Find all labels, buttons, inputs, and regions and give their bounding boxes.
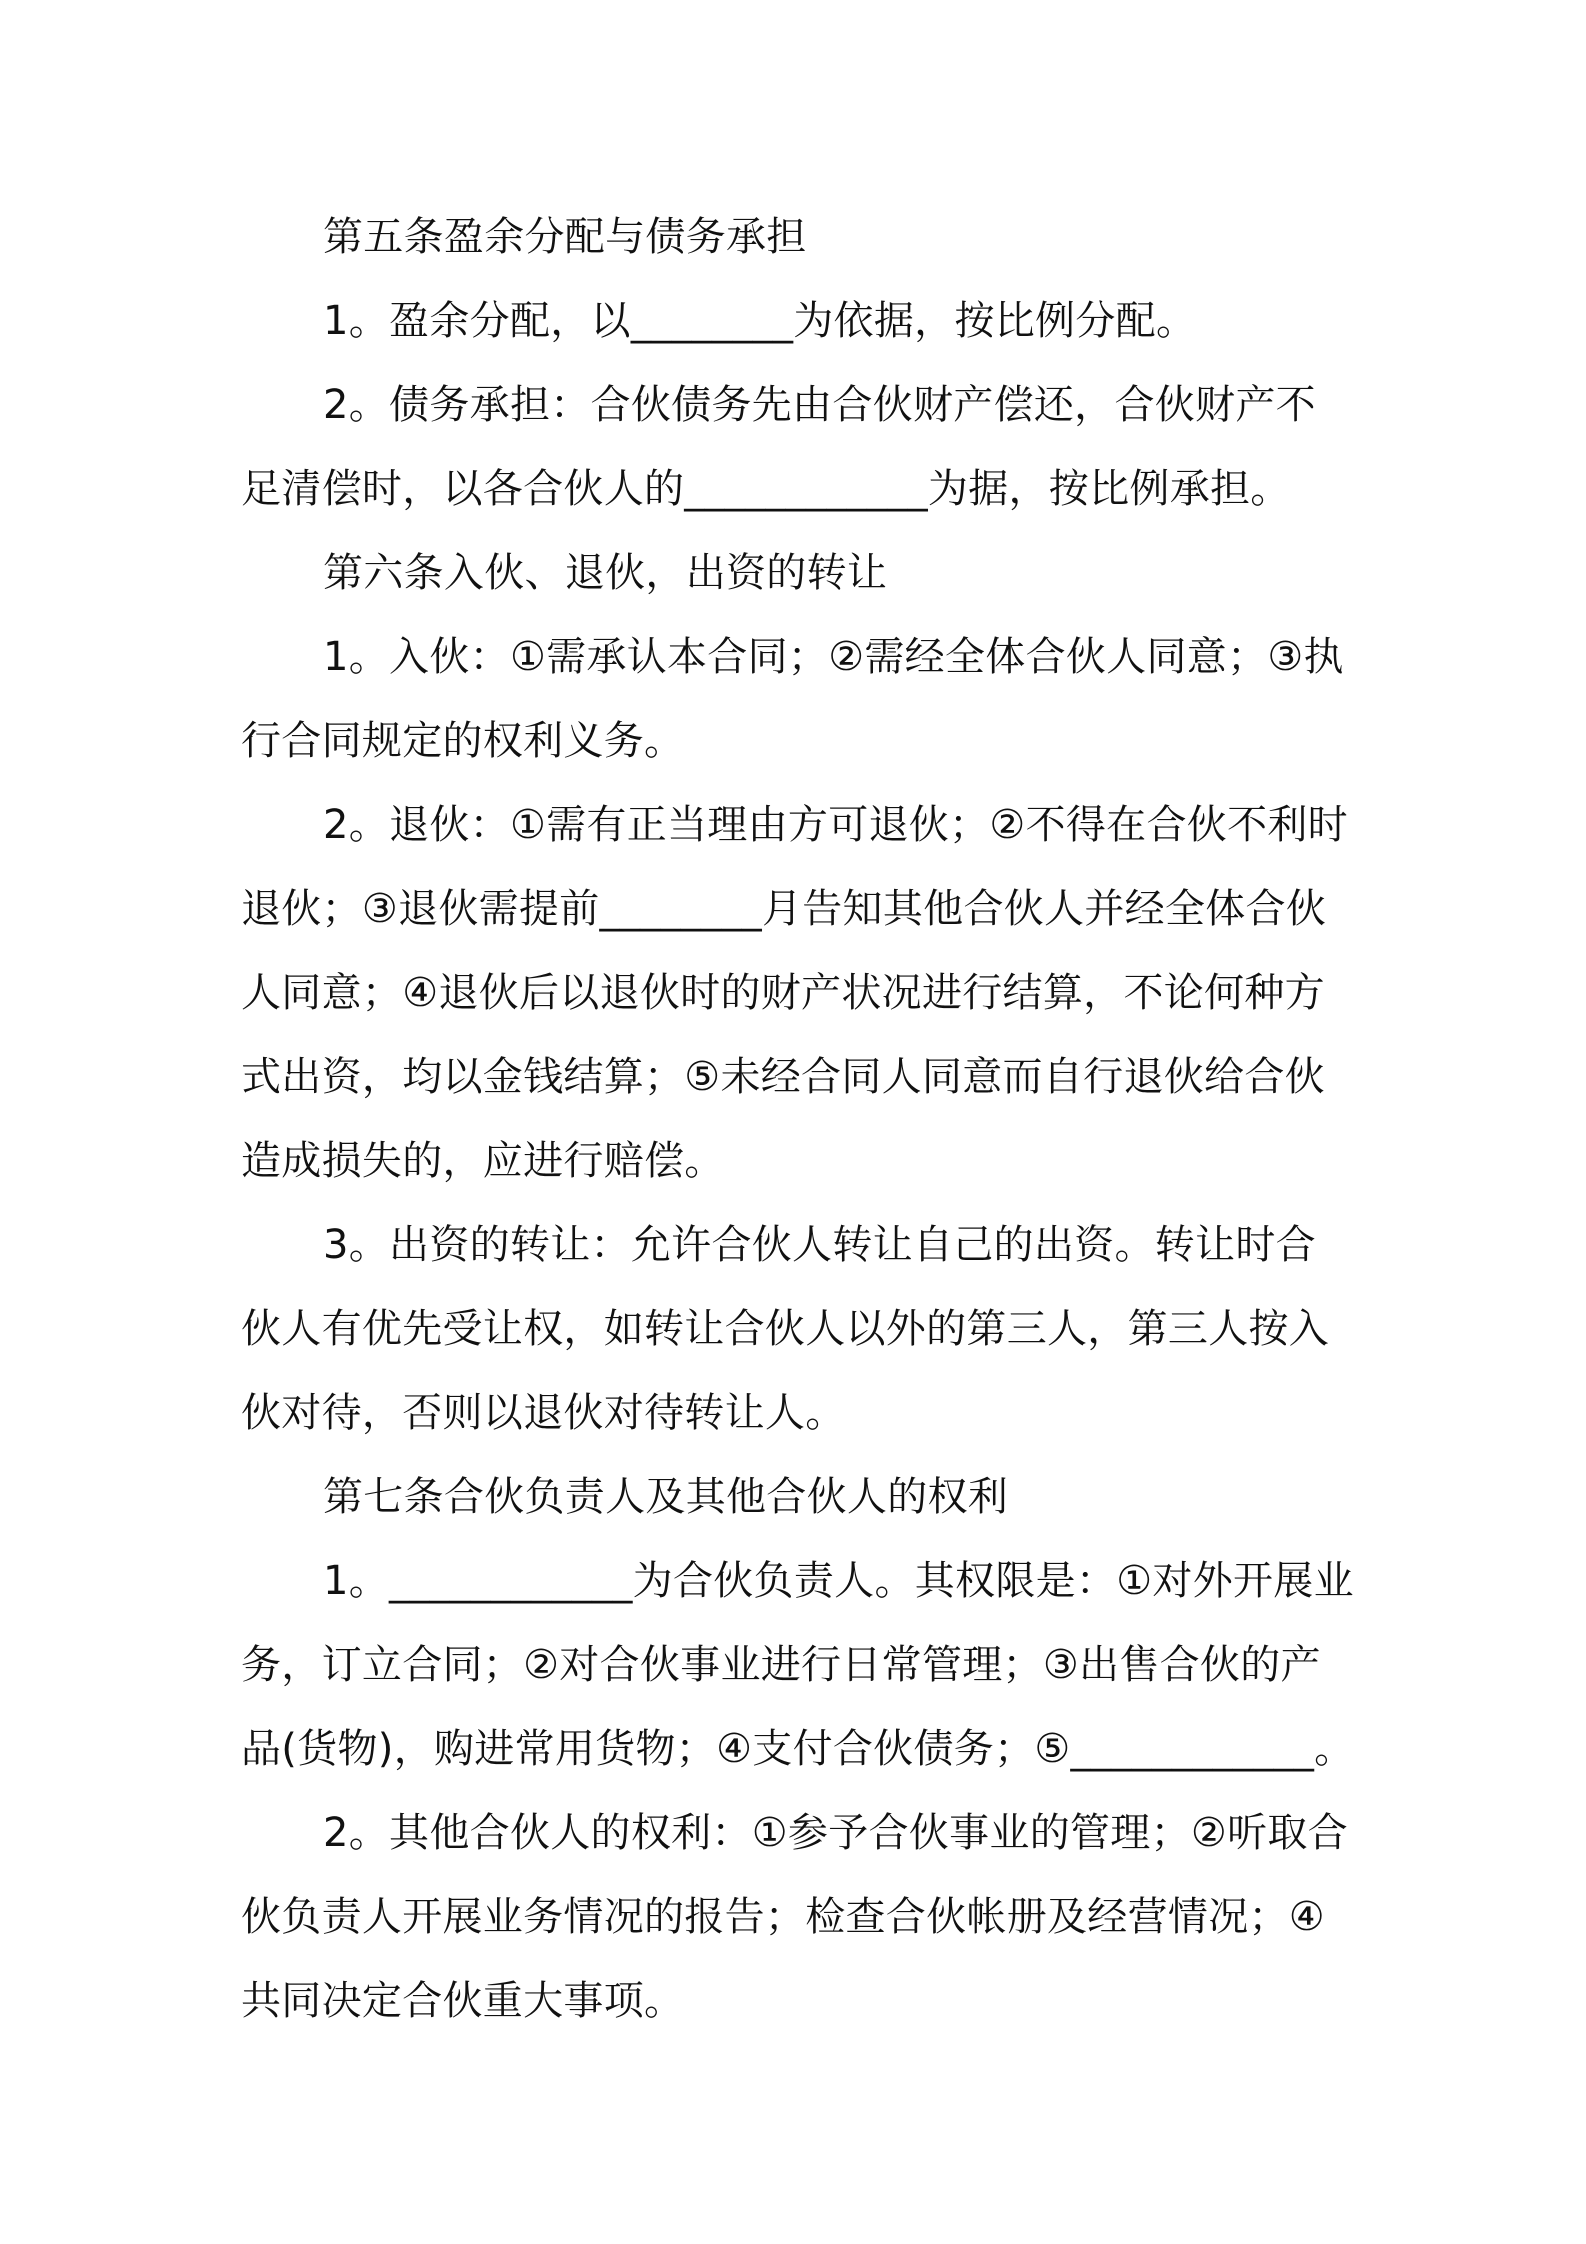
article-6-clause-3: 3。出资的转让：允许合伙人转让自己的出资。转让时合伙人有优先受让权，如转让合伙人以外的第三人，第三人按入伙对待，否则以退伙对待转让人。: [241, 1222, 1330, 1436]
article-7-clause-2: 2。其他合伙人的权利：①参予合伙事业的管理；②听取合伙负责人开展业务情况的报告；检查合伙帐册及经营情况；④共同决定合伙重大事项。: [241, 1810, 1348, 2024]
article-7-clause-1: 1。____________为合伙负责人。其权限是：①对外开展业务，订立合同；②对合伙事业进行日常管理；③出售合伙的产品(货物)，购进常用货物；④支付合伙债务；⑤____________。: [241, 1558, 1355, 1772]
article-5-clause-1: 1。盈余分配，以________为依据，按比例分配。: [323, 298, 1197, 344]
article-6-heading: 第六条入伙、退伙，出资的转让: [323, 550, 888, 596]
article-6-clause-2: 2。退伙：①需有正当理由方可退伙；②不得在合伙不利时退伙；③退伙需提前________月告知其他合伙人并经全体合伙人同意；④退伙后以退伙时的财产状况进行结算，不论何种方式出资，均以金钱结算；⑤未经合同人同意而自行退伙给合伙造成损失的，应进行赔偿。: [241, 802, 1348, 1184]
article-6-clause-1: 1。入伙：①需承认本合同；②需经全体合伙人同意；③执行合同规定的权利义务。: [241, 634, 1344, 764]
article-7-heading: 第七条合伙负责人及其他合伙人的权利: [323, 1474, 1009, 1520]
article-5-clause-2: 2。债务承担：合伙债务先由合伙财产偿还，合伙财产不足清偿时，以各合伙人的____________为据，按比例承担。: [241, 382, 1316, 512]
article-5-heading: 第五条盈余分配与债务承担: [323, 214, 807, 260]
